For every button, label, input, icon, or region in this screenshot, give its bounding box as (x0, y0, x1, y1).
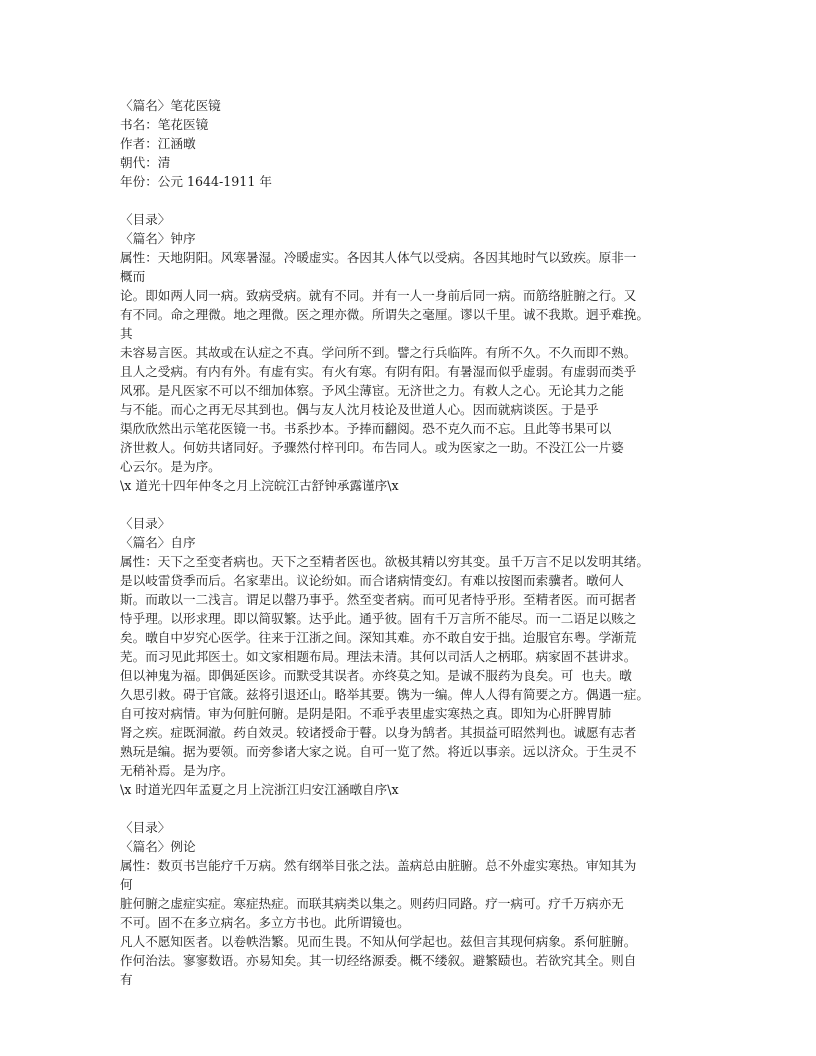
title-line: 〈篇名〉笔花医镜 (120, 98, 221, 113)
spacer (120, 495, 700, 514)
toc-label: 〈目录〉 (120, 820, 171, 835)
body-line: 何 (120, 877, 133, 892)
body-line: 济世救人。何妨共诸同好。予骤然付梓刊印。布告同人。或为医家之一助。不没江公一片婆 (120, 440, 624, 455)
body-line: 是以岐雷贷季而后。名家辈出。议论纷如。而合诸病情变幻。有难以按图而索骥者。暾何人 (120, 573, 624, 588)
toc-label: 〈目录〉 (120, 516, 171, 531)
body-line: 久思引救。碍于官箴。兹将引退还山。略举其要。镌为一编。俾人人得有简要之方。偶遇一症。 (120, 687, 649, 702)
body-line: 属性：天下之至变者病也。天下之至精者医也。欲极其精以穷其变。虽千万言不足以发明其绪。 (120, 554, 649, 569)
body-line: 作何治法。寥寥数语。亦易知矣。其一切经络源委。概不缕叙。避繁赜也。若欲究其全。则自 (120, 953, 637, 968)
body-line: 且人之受病。有内有外。有虚有实。有火有寒。有阴有阳。有暑湿而似乎虚弱。有虚弱而类乎 (120, 364, 637, 379)
body-line: 论。即如两人同一病。致病受病。就有不同。并有一人一身前后同一病。而筋络脏腑之行。又 (120, 288, 637, 303)
document-page (120, 96, 700, 989)
body-line: 属性：天地阴阳。风寒暑湿。冷暖虚实。各因其人体气以受病。各因其地时气以致疾。原非一 (120, 250, 637, 265)
body-line: 心云尔。是为序。 (120, 459, 221, 474)
body-line: 凡人不愿知医者。以卷帙浩繁。见而生畏。不知从何学起也。兹但言其现何病象。系何脏腑。 (120, 934, 637, 949)
spacer (120, 799, 700, 818)
section-title: 〈篇名〉自序 (120, 535, 196, 550)
body-line: 有 (120, 972, 133, 987)
section-title: 〈篇名〉钟序 (120, 231, 196, 246)
body-line: 芜。而习见此邦医士。如文家相题布局。理法未清。其何以司活人之柄耶。病家固不甚讲求。 (120, 649, 637, 664)
body-line: 恃乎理。以形求理。即以简驭繁。达乎此。通乎彼。固有千万言所不能尽。而一二语足以赅之 (120, 611, 637, 626)
body-line: 有不同。命之理微。地之理微。医之理亦微。所谓失之毫厘。谬以千里。诚不我欺。迥乎难挽。 (120, 307, 649, 322)
body-line: 未容易言医。其故或在认症之不真。学问所不到。譬之行兵临阵。有所不久。不久而即不熟。 (120, 345, 637, 360)
toc-label: 〈目录〉 (120, 212, 171, 227)
body-line: 不可。固不在多立病名。多立方书也。此所谓镜也。 (120, 915, 410, 930)
body-line: 肾之疾。症既洞澈。药自效灵。较诸授命于瞽。以身为鹄者。其损益可昭然判也。诚愿有志者 (120, 725, 637, 740)
spacer (120, 191, 700, 210)
body-line: 其 (120, 326, 133, 341)
body-line: 属性：数页书岂能疗千万病。然有纲举目张之法。盖病总由脏腑。总不外虚实寒热。审知其为 (120, 858, 637, 873)
book-name-line: 书名：笔花医镜 (120, 117, 209, 132)
signature-line: \x 时道光四年孟夏之月上浣浙江归安江涵暾自序\x (120, 782, 399, 797)
body-line: 脏何腑之虚症实症。寒症热症。而联其病类以集之。则药归同路。疗一病可。疗千万病亦无 (120, 896, 624, 911)
body-line: 斯。而敢以一二浅言。谓足以罄乃事乎。然至变者病。而可见者恃乎形。至精者医。而可据者 (120, 592, 637, 607)
body-line: 渠欣欣然出示笔花医镜一书。书系抄本。予捧而翻阅。恐不克久而不忘。且此等书果可以 (120, 421, 612, 436)
author-line: 作者：江涵暾 (120, 136, 196, 151)
body-line: 风邪。是凡医家不可以不细加体察。予风尘薄宦。无济世之力。有救人之心。无论其力之能 (120, 383, 624, 398)
year-line: 年份：公元 1644-1911 年 (120, 174, 272, 189)
dynasty-line: 朝代：清 (120, 155, 171, 170)
signature-line: \x 道光十四年仲冬之月上浣皖江古舒钟承露谨序\x (120, 478, 399, 493)
body-line: 自可按对病情。审为何脏何腑。是阴是阳。不乖乎表里虚实寒热之真。即知为心肝脾胃肺 (120, 706, 612, 721)
body-line: 但以神鬼为福。即偶延医诊。而默受其误者。亦终莫之知。是诚不服药为良矣。可 也夫。暾 (120, 668, 632, 683)
body-line: 概而 (120, 269, 146, 284)
body-line: 与不能。而心之再无尽其到也。偶与友人沈月枝论及世道人心。因而就病谈医。于是乎 (120, 402, 599, 417)
section-title: 〈篇名〉例论 (120, 839, 196, 854)
body-line: 矣。暾自中岁究心医学。往来于江浙之间。深知其难。亦不敢自安于拙。迨服官东粤。学渐荒 (120, 630, 637, 645)
body-line: 无稍补焉。是为序。 (120, 763, 234, 778)
body-line: 熟玩是编。据为要领。而旁参诸大家之说。自可一览了然。将近以事亲。远以济众。于生灵不 (120, 744, 637, 759)
